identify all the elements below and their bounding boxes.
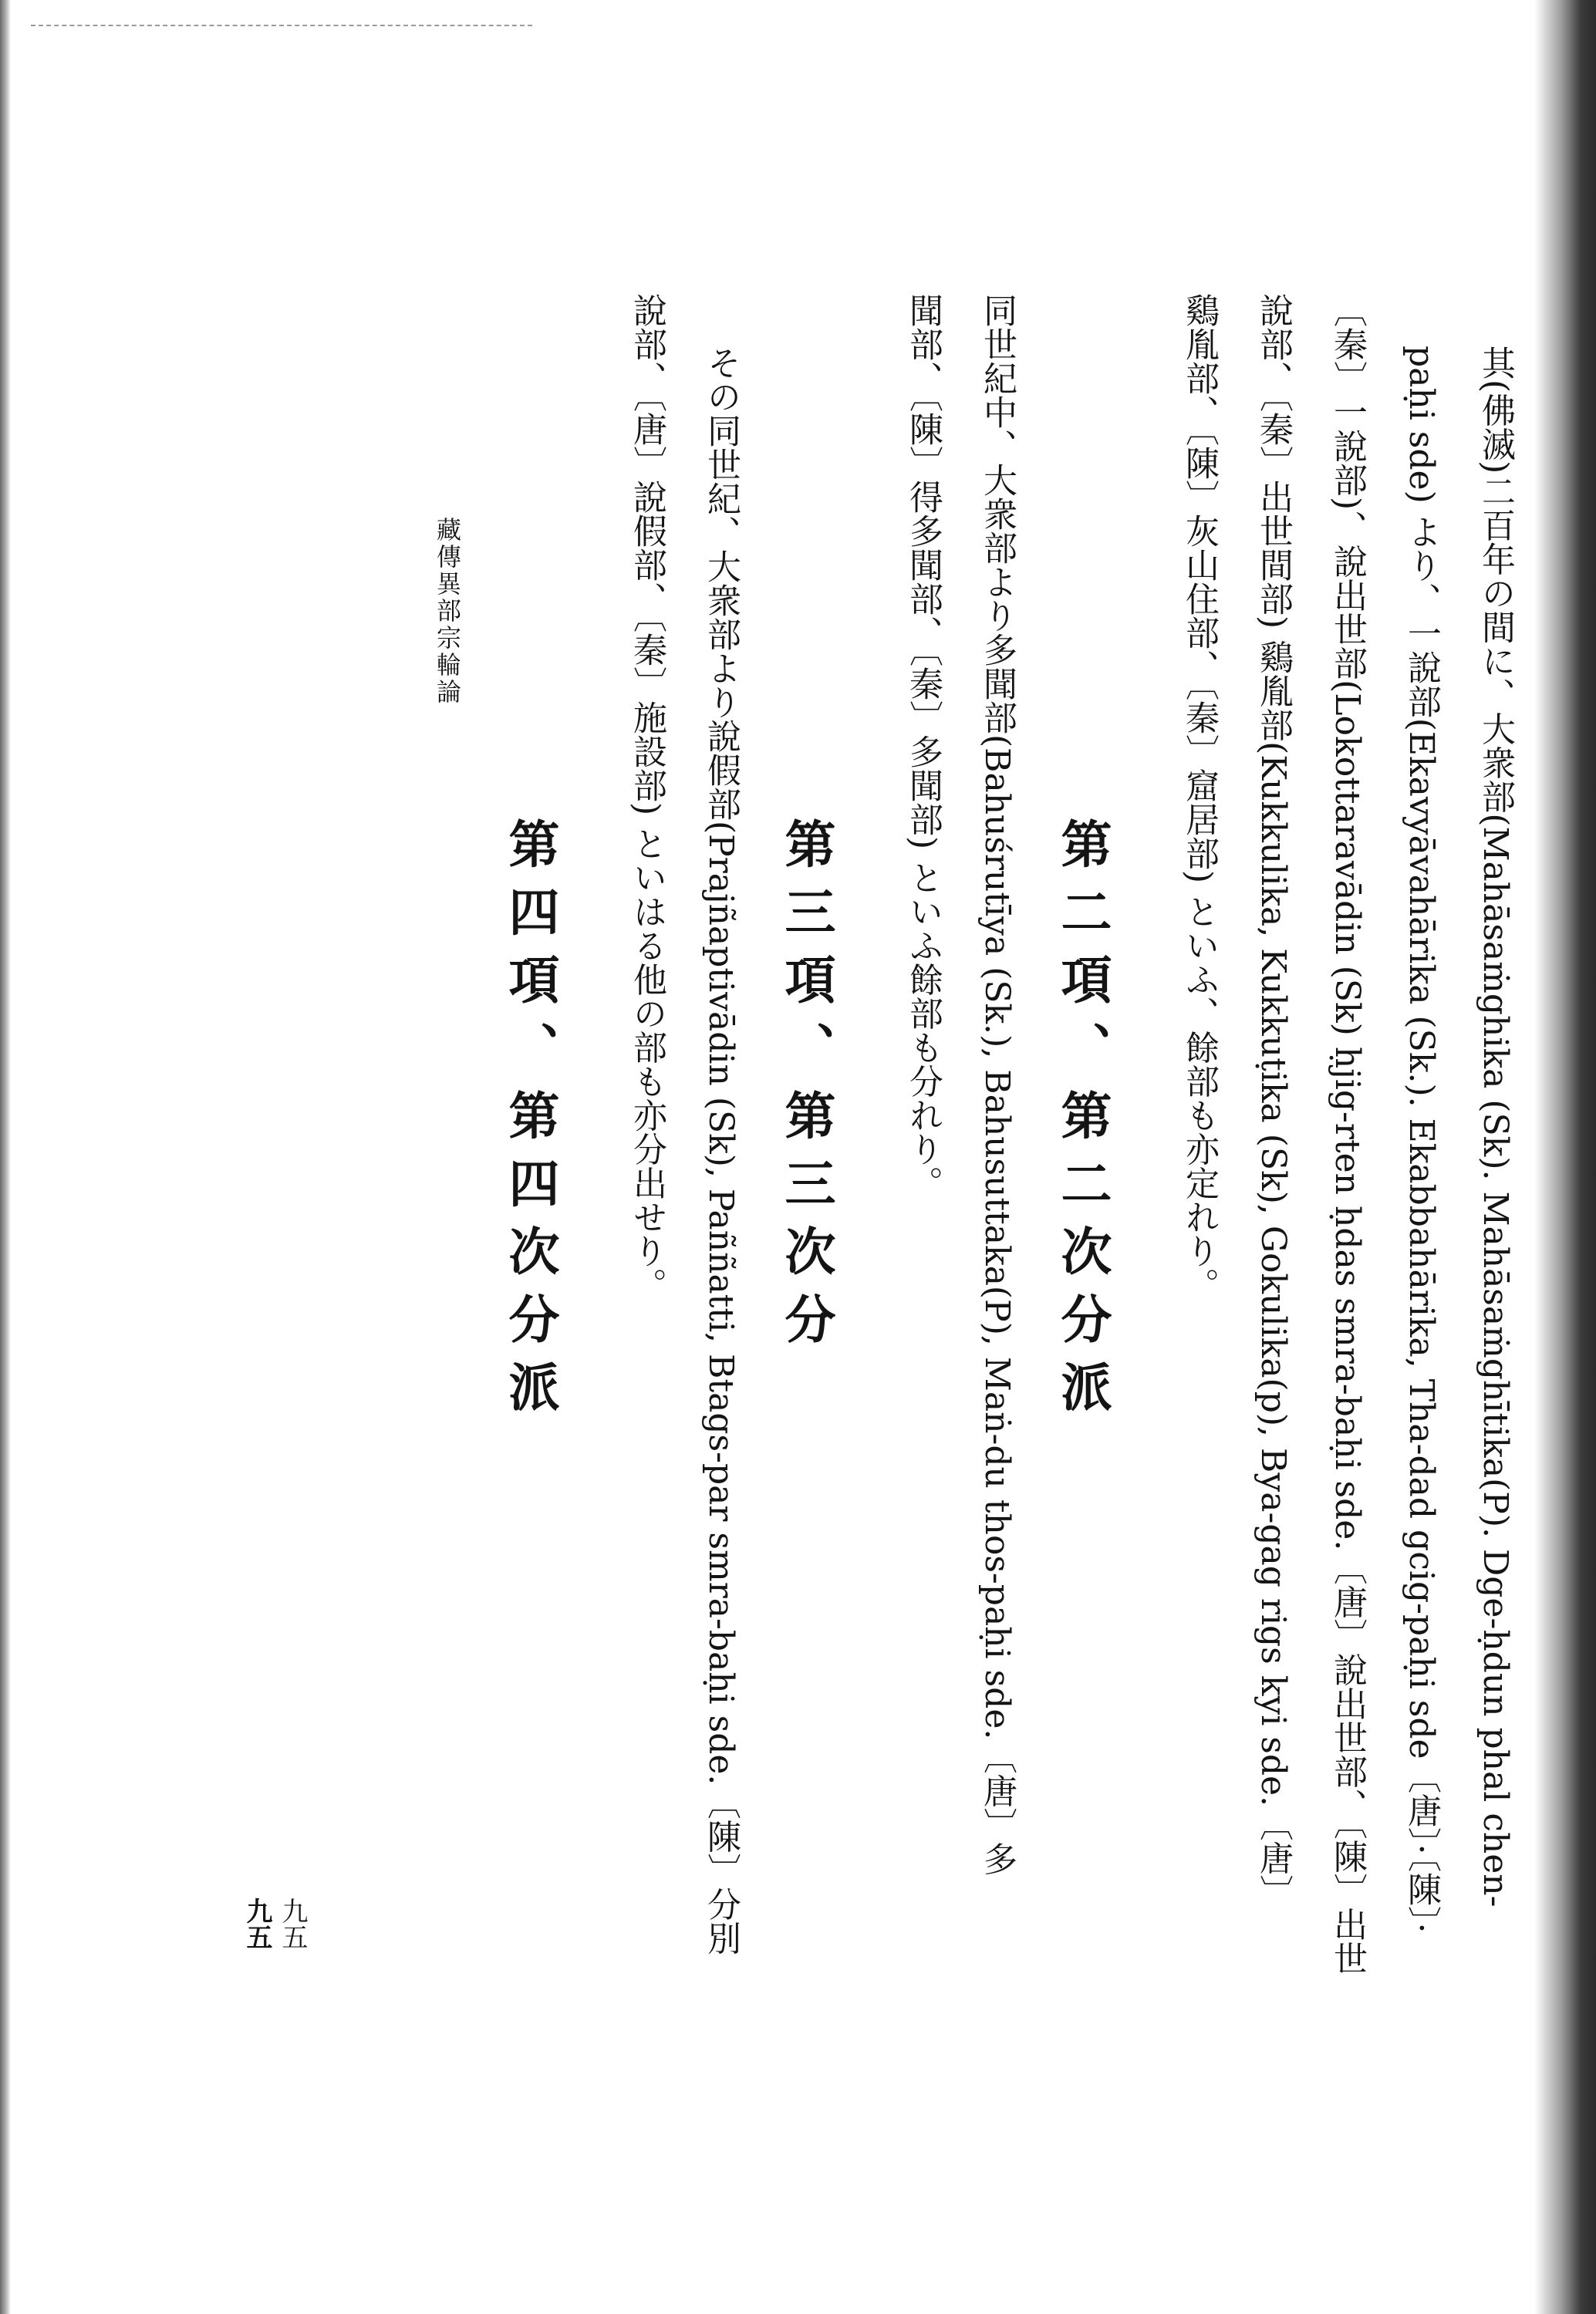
section-heading-4: 第四項、第四次分派 [500,818,560,1429]
scan-edge-left [0,0,11,2314]
text-line: paḥi sde) より、一說部(Ekavyāvahārika (Sk.). Ekabbahārika, Tha-dad gcig-paḥi sde〔唐〕·〔陳〕· [1402,346,1441,1934]
scan-top-rule [31,25,532,26]
page-number: 九五 [277,1897,308,1950]
page-number-bold: 九五 [241,1897,272,1950]
text-line: 聞部、〔陳〕得多聞部、〔秦〕多聞部) といふ餘部も分れり。 [903,293,943,1200]
section-heading-3: 第三項、第三次分 [776,818,836,1361]
text-line: 說部、〔秦〕出世間部) 鷄胤部(Kukkulika, Kukkuṭika (Sk), Gokulika(p), Bya-gag rigs kyi sde.〔唐〕 [1254,293,1293,1909]
text-line: 其(佛滅)二百年の間に、大衆部(Mahāsaṁghika (Sk). Mahāsaṁghītika(P). Dge-ḥdun phal chen- [1476,346,1515,1908]
vertical-text-page [123,293,1515,2299]
scan-edge-right [1534,0,1596,2314]
text-line: 說部、〔唐〕說假部、〔秦〕施設部) といはる他の部も亦分出せり。 [627,293,666,1302]
text-line: 鷄胤部、〔陳〕灰山住部、〔秦〕窟居部) といふ、餘部も亦定れり。 [1179,293,1219,1302]
text-line: その同世紀、大衆部より說假部(Prajñaptivādin (Sk), Paññatti, Btags-par smra-baḥi sde.〔陳〕分別 [701,346,741,1955]
text-line: 〔秦〕一說部)、說出世部(Lokottaravādin (Sk) ḥjig-rten ḥdas smra-baḥi sde.〔唐〕說出世部、〔陳〕出世 [1328,293,1367,1975]
text-line: 同世紀中、大衆部より多聞部(Bahuśrutīya (Sk.), Bahusuttaka(P), Maṅ-du thos-paḥi sde.〔唐〕多 [977,293,1017,1876]
section-heading-2: 第二項、第二次分派 [1052,818,1112,1429]
running-book-title: 藏傳異部宗輪論 [433,517,462,706]
